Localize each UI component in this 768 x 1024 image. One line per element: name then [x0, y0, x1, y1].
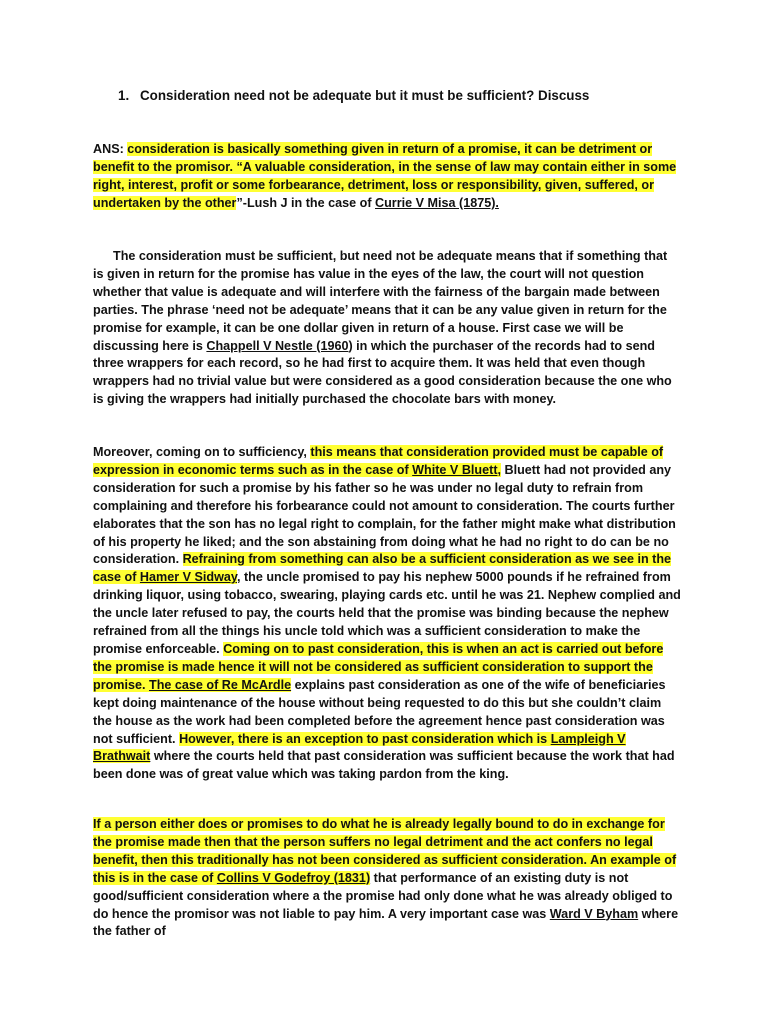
body-text: where the courts held that past consideration was sufficient because the work that had been done was of great value which was taking pardon from the king.	[93, 749, 675, 782]
body-text: where the father of	[93, 906, 679, 939]
question-heading	[118, 88, 589, 103]
body-text: that performance of an existing duty is not good/sufficient consideration where a the promise had only done what he was already obliged to do hence the promisor was not liable to pay him. A very important case was	[93, 870, 673, 921]
case-citation: Ward V Byham	[549, 906, 639, 921]
highlighted-text: If a person either does or promises to do what he is already legally bound to do in exchange for the promise made then that the person suffers no legal detriment and the act confers no legal benefit, then this traditionally has not been considered as sufficient consideration. An example of this is in the case of	[93, 817, 677, 885]
highlighted-text: this means that consideration provided must be capable of expression in economic terms such as in the case of	[93, 445, 664, 477]
highlighted-text: consideration is basically something given in return of a promise, it can be detriment or benefit to the promisor. “A valuable consideration, in the sense of law may contain either in some right, interest, profit or some forbearance, detriment, loss or responsibility, given, suffered, or undertaken by the other	[93, 142, 677, 210]
ans-label: ANS:	[93, 142, 128, 156]
highlighted-text: However, there is an exception to past consideration which is	[179, 731, 551, 746]
case-citation: The case of Re McArdle	[149, 677, 292, 692]
paragraph-sufficiency	[93, 444, 681, 784]
answer-paragraph	[93, 141, 681, 213]
case-citation: Lampleigh V Brathwait	[93, 731, 626, 764]
paragraph-adequacy	[93, 248, 681, 409]
highlighted-text: Refraining from something can also be a sufficient consideration as we see in the case of	[93, 552, 672, 585]
body-text: Moreover, coming on to sufficiency,	[93, 445, 311, 459]
case-citation: White V Bluett,	[412, 462, 502, 477]
highlighted-text: Coming on to past consideration, this is when an act is carried out before the promise is made hence it will not be considered as sufficient consideration to support the promise.	[93, 641, 664, 692]
body-text: explains past consideration as one of the wife of beneficiaries kept doing maintenance of the house without being requested to do this but she couldn’t claim the house as the work had been completed before the agreement hence past consideration was not sufficient.	[93, 677, 666, 746]
question-text: Consideration need not be adequate but it must be sufficient? Discuss	[140, 88, 590, 103]
body-text: , the uncle promised to pay his nephew 5000 pounds if he refrained from drinking liquor, using tobacco, swearing, playing cards etc. until he was 21. Nephew complied and the uncle later refused to pay, the courts held that the promise was binding because the nephew refrained from all the things his uncle told which was a sufficient consideration to make the promise enforceable.	[93, 570, 681, 656]
case-citation: Chappell V Nestle (1960	[206, 338, 349, 353]
body-text: ”-Lush J in the case of	[236, 195, 376, 210]
case-citation: Currie V Misa (1875).	[375, 195, 499, 210]
case-citation: Hamer V Sidway	[139, 570, 237, 585]
question-number: 1.	[118, 88, 130, 103]
body-text: The consideration must be sufficient, but need not be adequate means that if something that is given in return for the promise has value in the eyes of the law, the court will not question whether that value is adequate and will interfere with the fairness of the bargain made between parties. The phrase ‘need not be adequate’ means that it can be any value given in return for the promise for example, it can be one dollar given in return of a house. First case we will be discussing here is	[93, 249, 668, 353]
case-citation: Collins V Godefroy (1831)	[216, 870, 371, 885]
body-text: ) in which the purchaser of the records had to send three wrappers for each record, so he had first to acquire them. It was held that even though wrappers had no trivial value but were considered as a good consideration because the one who is giving the wrappers had initially purchased the chocolate bars with money.	[93, 338, 672, 407]
paragraph-existing-duty	[93, 816, 681, 941]
body-text: Bluett had not provided any consideration for such a promise by his father so he was under no legal duty to refrain from complaining and therefore his forbearance could not amount to consideration. The courts further elaborates that the son has no legal right to complain, for the father might make what distribution of his property he liked; and the son abstaining from doing what he had no right to do can be no consideration.	[93, 462, 676, 567]
